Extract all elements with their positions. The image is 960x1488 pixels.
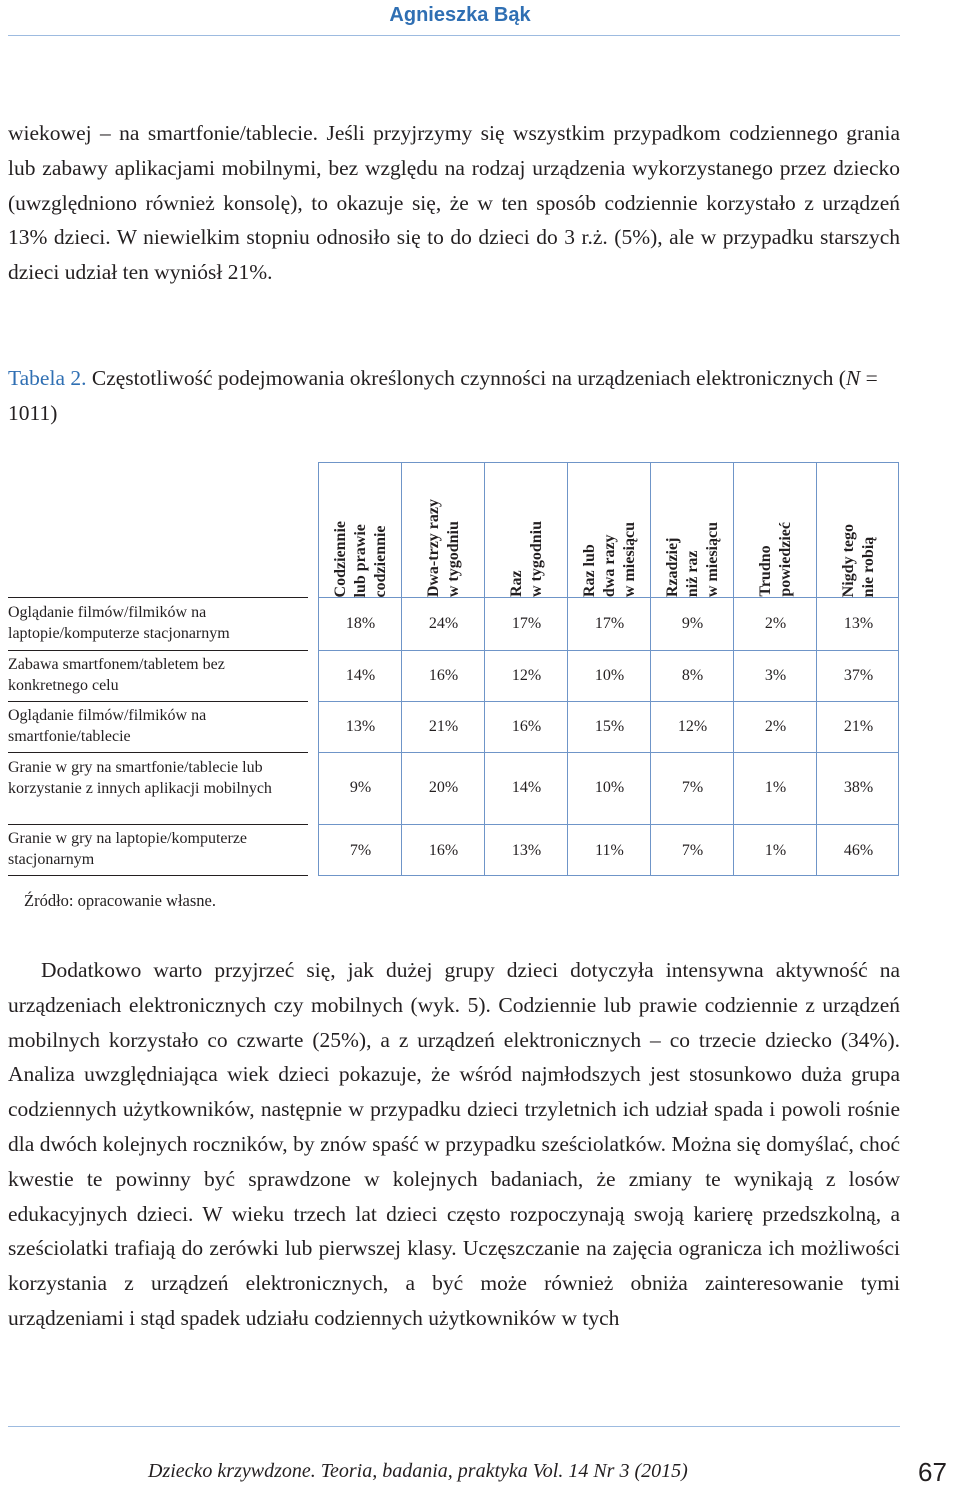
table-cell: 14% [345,667,376,684]
table-cell: 7% [681,779,704,796]
table-cell: 10% [594,779,625,796]
footer-divider [8,1426,900,1427]
table-cell: 18% [345,615,376,632]
row-divider [319,650,898,651]
footer-journal-title: Dziecko krzywdzone. Teoria, badania, praktyka Vol. 14 Nr 3 (2015) [148,1460,688,1482]
table-cell: 7% [681,842,704,859]
body-paragraph-2: Dodatkowo warto przyjrzeć się, jak dużej grupy dzieci dotyczyła intensywna aktywność na urządzeniach elektronicznych czy mobilnych (wyk. 5). Codziennie lub prawie codziennie z urządzeń mobilnych korzystało co czwarte (25%), a z urządzeń elektronicznych – co trzecie dziecko (34%). Analiza uwzględniająca wiek dzieci pokazuje, że wśród najmłodszych jest stosunkowo duża grupa codziennych użytkowników, następnie w przypadku dzieci trzyletnich ich udział spada i powoli rośnie dla dwóch kolejnych roczników, by znów spaść w przypadku sześciolatków. Można się domyślać, choć kwestie te powinny być sprawdzone w kolejnych badaniach, że zmiany te wynikają z losów edukacyjnych dzieci. W wieku trzech lat dzieci często rozpoczynają swoją karierę przedszkolną, a sześciolatki trafiają do zerówki lub pierwszej klasy. Uczęszczanie na zajęcia ogranicza ich możliwości korzystania z urządzeń elektronicznych, a być może również obniża zainteresowanie tymi urządzeniami i stąd spadek udziału codziennych użytkowników w tych [8,958,900,1330]
header-divider [8,35,900,36]
row-divider [8,701,308,702]
table-cell: 21% [428,718,459,735]
row-divider [319,824,898,825]
row-divider [8,650,308,651]
table-cell: 9% [681,615,704,632]
table-caption-n-value: = 1011) [8,366,878,425]
table-cell: 46% [843,842,874,859]
row-divider [8,752,308,753]
column-header [402,463,485,597]
table-cell: 8% [681,667,704,684]
row-divider [319,597,898,598]
table-cell: 1% [764,842,787,859]
table-label: Tabela 2. [8,366,87,390]
table-cell: 13% [345,718,376,735]
table-cell: 16% [511,718,542,735]
table-cell: 7% [349,842,372,859]
table-cell: 38% [843,779,874,796]
table-cell: 12% [677,718,708,735]
table-cell: 3% [764,667,787,684]
column-header-label: Rzadziej niż raz w miesiącu [663,521,721,597]
column-header [734,463,817,597]
table-cell: 11% [595,842,624,859]
row-divider [8,875,308,876]
row-divider [8,597,308,598]
page-number: 67 [918,1457,947,1487]
column-header [817,463,900,597]
table-cell: 2% [764,718,787,735]
column-header [568,463,651,597]
table-source-note: Źródło: opracowanie własne. [24,891,216,910]
table-caption-text: Częstotliwość podejmowania określonych czynności na urządzeniach elektronicznych ( [86,366,846,390]
row-label: Granie w gry na smartfonie/tablecie lub korzystanie z innych aplikacji mobilnych [8,759,272,797]
table-cell: 13% [843,615,874,632]
column-header [485,463,568,597]
table-cell: 1% [764,779,787,796]
column-header-label: Dwa-trzy razy w tygodniu [424,498,462,597]
table-cell: 16% [428,842,459,859]
running-header-author: Agnieszka Bąk [389,4,531,26]
row-divider [8,824,308,825]
table-caption [8,361,900,430]
table-cell: 13% [511,842,542,859]
column-header-label: Raz w tygodniu [507,520,545,597]
column-header-label: Raz lub dwa razy w miesiącu [580,521,638,597]
table-cell: 17% [511,615,542,632]
row-label: Zabawa smartfonem/tabletem bez konkretnego celu [8,656,225,694]
table-cell: 37% [843,667,874,684]
column-header-label: Nigdy tego nie robią [839,523,877,597]
body-paragraph-1: wiekowej – na smartfonie/tablecie. Jeśli przyjrzymy się wszystkim przypadkom codziennego grania lub zabawy aplikacjami mobilnymi, bez względu na rodzaj urządzenia wykorzystanego przez dziecko (uwzględniono również konsolę), to okazuje się, że w ten sposób codziennie korzystało z urządzeń 13% dzieci. W niewielkim stopniu odnosiło się to do dzieci do 3 r.ż. (5%), ale w przypadku starszych dzieci udział ten wyniósł 21%. [8,121,900,285]
table-caption-n-symbol: N [845,366,861,390]
table-cell: 21% [843,718,874,735]
row-label: Granie w gry na laptopie/komputerze stacjonarnym [8,830,248,868]
table-cell: 17% [594,615,625,632]
column-header-label: Trudno powiedzieć [756,522,794,597]
data-table-grid [318,462,899,876]
table-cell: 20% [428,779,459,796]
row-divider [319,752,898,753]
table-cell: 15% [594,718,625,735]
table-cell: 24% [428,615,459,632]
row-label: Oglądanie filmów/filmików na laptopie/komputerze stacjonarnym [8,604,230,642]
column-header-label: Codziennie lub prawie codziennie [331,520,389,597]
column-header [651,463,734,597]
table-cell: 14% [511,779,542,796]
table-cell: 9% [349,779,372,796]
row-divider [319,701,898,702]
column-header [319,463,402,597]
table-cell: 12% [511,667,542,684]
table-cell: 16% [428,667,459,684]
row-label: Oglądanie filmów/filmików na smartfonie/tablecie [8,707,207,745]
table-cell: 2% [764,615,787,632]
table-cell: 10% [594,667,625,684]
